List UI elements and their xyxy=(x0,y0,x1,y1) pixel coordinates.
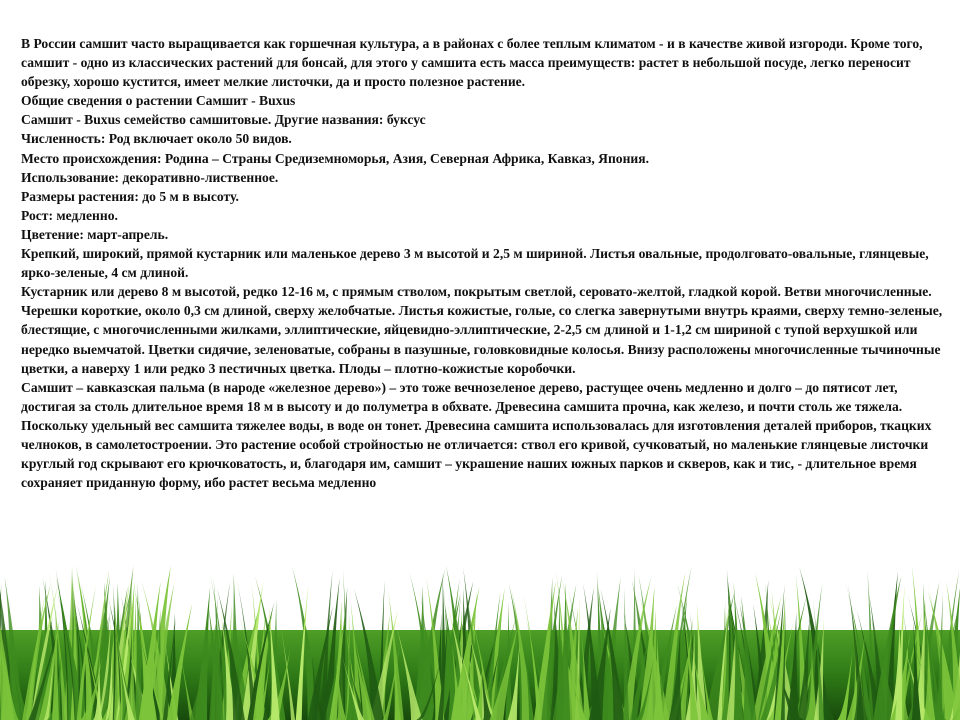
paragraph-usage: Использование: декоративно-лиственное. xyxy=(21,169,279,185)
paragraph-heading: Общие сведения о растении Самшит - Buxus xyxy=(21,93,296,109)
paragraph-tree-description: Кустарник или дерево 8 м высотой, редко 12-16 м, с прямым стволом, покрытым светлой, серовато-желтой, гладкой корой. Ветви многочисленные. Черешки короткие, около 0,3 см длиной, сверху желобчатые. Листья кожистые, голые, со слегка завернутыми внутрь краями, сверху темно-зеленые, блестящие, с многочисленными жилками, эллиптические, яйцевидно-эллиптические, 2-2,5 см длиной и 1-1,2 см шириной с тупой верхушкой или нередко выемчатой. Цветки сидячие, зеленоватые, собраны в пазушные, головковидные колосья. Внизу расположены многочисленные тычиночные цветки, а наверху 1 или редко 3 пестичных цветка. Плоды – плотно-кожистые коробочки. xyxy=(21,284,943,376)
paragraph-intro: В России самшит часто выращивается как горшечная культура, а в районах с более теплым климатом - и в качестве живой изгороди. Кроме того, самшит - одно из классических растений для бонсай, для этого у самшита есть масса преимуществ: растет в небольшой посуде, легко переносит обрезку, хорошо кустится, имеет мелкие листочки, да и просто полезное растение. xyxy=(21,36,923,90)
paragraph-origin: Место происхождения: Родина – Страны Средиземноморья, Азия, Северная Африка, Кавказ, Япония. xyxy=(21,150,650,166)
paragraph-count: Численность: Род включает около 50 видов. xyxy=(21,131,292,147)
paragraph-bloom: Цветение: март-апрель. xyxy=(21,226,169,242)
article-text xyxy=(21,34,951,492)
paragraph-caucasian-palm: Самшит – кавказская пальма (в народе «железное дерево») – это тоже вечнозеленое дерево, растущее очень медленно и долго – до пятисот лет, достигая за столь длительное время 18 м в высоту и до полуметра в обхвате. Древесина самшита прочна, как железо, и почти столь же тяжела. Поскольку удельный вес самшита тяжелее воды, в воде он тонет. Древесина самшита использовалась для изготовления деталей приборов, ткацких челноков, в самолетостроении. Это растение особой стройностью не отличается: ствол его кривой, сучковатый, но маленькие глянцевые листочки круглый год скрывают его крючковатость, и, благодаря им, самшит – украшение наших южных парков и скверов, как и тис, - длительное время сохраняет приданную форму, ибо растет весьма медленно xyxy=(21,379,932,491)
grass-image xyxy=(0,560,960,720)
paragraph-growth: Рост: медленно. xyxy=(21,207,118,223)
paragraph-shrub-description: Крепкий, широкий, прямой кустарник или маленькое дерево 3 м высотой и 2,5 м шириной. Листья овальные, продолговато-овальные, глянцевые, ярко-зеленые, 4 см длиной. xyxy=(21,246,929,281)
paragraph-size: Размеры растения: до 5 м в высоту. xyxy=(21,188,239,204)
paragraph-family: Самшит - Buxus семейство самшитовые. Другие названия: буксус xyxy=(21,112,426,128)
